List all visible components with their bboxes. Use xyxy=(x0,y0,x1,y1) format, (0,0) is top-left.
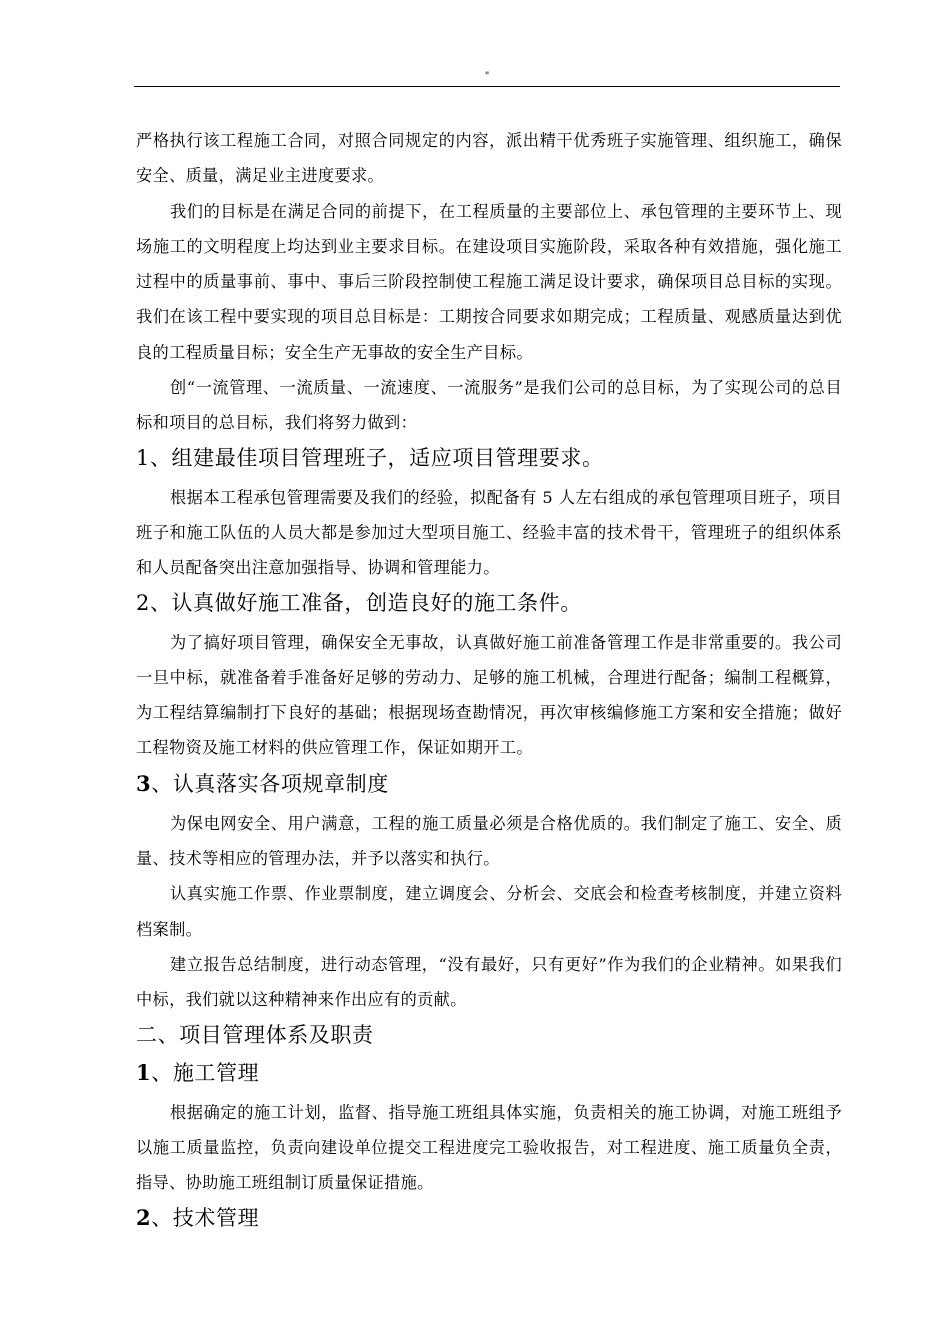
paragraph-quality-requirement: 为保电网安全、用户满意，工程的施工质量必须是合格优质的。我们制定了施工、安全、质量、技术等相应的管理办法，并予以落实和执行。 xyxy=(136,813,842,869)
heading-text: 、认真落实各项规章制度 xyxy=(151,771,389,796)
heading-number: 3 xyxy=(136,770,152,796)
paragraph-contract-execution: 严格执行该工程施工合同，对照合同规定的内容，派出精干优秀班子实施管理、组织施工，确保安全、质量，满足业主进度要求。 xyxy=(136,131,842,186)
heading-text: 、技术管理 xyxy=(151,1206,260,1231)
page-header xyxy=(134,64,840,87)
paragraph-construction-preparation: 为了搞好项目管理，确保安全无事故，认真做好施工前准备管理工作是非常重要的。我公司一旦中标，就准备着手准备好足够的劳动力、足够的施工机械，合理进行配备；编制工程概算，为工程结算编制打下良好的基础；根据现场查勘情况，再次审核编修施工方案和安全措施；做好工程物资及施工材料的供应管理工作，保证如期开工。 xyxy=(136,632,842,758)
heading-technical-management xyxy=(136,1200,842,1236)
header-mark: " xyxy=(484,71,490,82)
heading-management-team: 1、组建最佳项目管理班子，适应项目管理要求。 xyxy=(136,445,604,470)
heading-management-system: 二、项目管理体系及职责 xyxy=(136,1022,374,1047)
heading-number: 2 xyxy=(136,1205,152,1231)
paragraph-construction-management: 根据确定的施工计划，监督、指导施工班组具体实施，负责相关的施工协调，对施工班组予以施工质量监控，负责向建设单位提交工程进度完工验收报告，对工程进度、施工质量负全责，指导、协助施工班组制订质量保证措施。 xyxy=(136,1102,842,1193)
heading-construction-management xyxy=(136,1055,842,1091)
paragraph-project-goals: 我们的目标是在满足合同的前提下，在工程质量的主要部位上、承包管理的主要环节上、现场施工的文明程度上均达到业主要求目标。在建设项目实施阶段，采取各种有效措施，强化施工过程中的质量事前、事中、事后三阶段控制使工程施工满足设计要求，确保项目总目标的实现。我们在该工程中要实现的项目总目标是：工期按合同要求如期完成；工程质量、观感质量达到优良的工程质量目标；安全生产无事故的安全生产目标。 xyxy=(136,201,842,362)
heading-text: 、施工管理 xyxy=(151,1060,260,1085)
heading-construction-preparation: 2、认真做好施工准备，创造良好的施工条件。 xyxy=(136,590,582,615)
paragraph-company-goal: 创“一流管理、一流质量、一流速度、一流服务”是我们公司的总目标，为了实现公司的总目标和项目的总目标，我们将努力做到： xyxy=(136,378,842,433)
paragraph-report-summary-system: 建立报告总结制度，进行动态管理，“没有最好，只有更好”作为我们的企业精神。如果我们中标，我们就以这种精神来作出应有的贡献。 xyxy=(136,954,842,1010)
document-body xyxy=(136,123,842,1236)
paragraph-management-team: 根据本工程承包管理需要及我们的经验，拟配备有 5 人左右组成的承包管理项目班子，项目班子和施工队伍的人员大都是参加过大型项目施工、经验丰富的技术骨干，管理班子的组织体系和人员配备突出注意加强指导、协调和管理能力。 xyxy=(136,487,842,578)
heading-rules-regulations xyxy=(136,766,842,802)
heading-number: 1 xyxy=(136,1059,152,1085)
paragraph-work-ticket-system: 认真实施工作票、作业票制度，建立调度会、分析会、交底会和检查考核制度，并建立资料档案制。 xyxy=(136,884,842,939)
